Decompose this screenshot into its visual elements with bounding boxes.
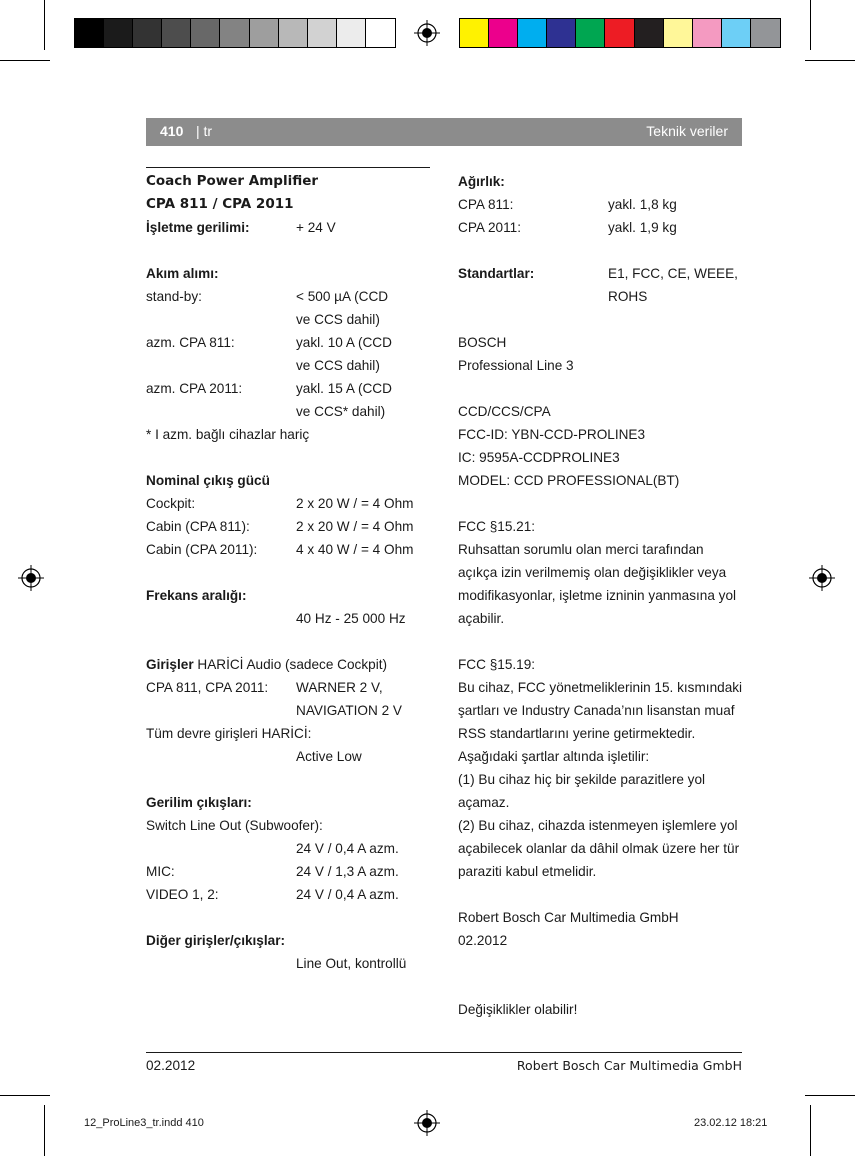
spec-heading-current: Akım alımı: <box>146 266 219 281</box>
color-swatch <box>191 19 220 47</box>
id-line: FCC-ID: YBN-CCD-PROLINE3 <box>458 427 646 442</box>
fcc-15-19-line: şartları ve Industry Canada’nın lisanstan muaf <box>458 703 735 718</box>
spec-heading-frequency: Frekans aralığı: <box>146 588 247 603</box>
color-swatch <box>279 19 308 47</box>
process-color-bar <box>459 18 781 48</box>
spec-row-video: VIDEO 1, 2: 24 V / 0,4 A azm. <box>146 887 399 902</box>
footnote: * I azm. bağlı cihazlar hariç <box>146 427 310 442</box>
color-swatch <box>751 19 780 47</box>
spec-row-max-2011: azm. CPA 2011: yakl. 15 A (CCD <box>146 381 392 396</box>
color-swatch <box>518 19 547 47</box>
spec-heading-power: Nominal çıkış gücü <box>146 473 270 488</box>
color-swatch <box>693 19 722 47</box>
brand-name: BOSCH <box>458 335 507 350</box>
section-title: Teknik veriler <box>646 123 728 139</box>
color-swatch <box>366 19 395 47</box>
spec-row-mic: MIC: 24 V / 1,3 A azm. <box>146 864 399 879</box>
slug-timestamp: 23.02.12 18:21 <box>694 1117 768 1129</box>
page-header-band <box>146 118 742 146</box>
company-name: Robert Bosch Car Multimedia GmbH <box>458 910 679 925</box>
id-line: CCD/CCS/CPA <box>458 404 551 419</box>
spec-row-standby: stand-by: < 500 µA (CCD <box>146 289 389 304</box>
color-swatch <box>162 19 191 47</box>
fcc-15-19-line: (1) Bu cihaz hiç bir şekilde parazitlere yol <box>458 772 706 787</box>
fcc-15-19-line: Aşağıdaki şartlar altında işletilir: <box>458 749 650 764</box>
changes-notice: Değişiklikler olabilir! <box>458 1002 578 1017</box>
registration-mark-icon <box>809 565 835 591</box>
spec-row-inputs-cpa: CPA 811, CPA 2011: WARNER 2 V, <box>146 680 383 695</box>
language-code: | tr <box>196 123 213 139</box>
footer-company: Robert Bosch Car Multimedia GmbH <box>516 1058 742 1073</box>
spec-row-cabin-811: Cabin (CPA 811): 2 x 20 W / = 4 Ohm <box>146 519 414 534</box>
spec-row-inputs-all: Tüm devre girişleri HARİCİ: <box>146 726 312 741</box>
crop-mark <box>810 0 811 50</box>
fcc-15-19-line: RSS standartlarını yerine getirmektedir. <box>458 726 696 741</box>
fcc-15-21-title: FCC §15.21: <box>458 519 536 534</box>
page-number: 410 <box>160 123 184 139</box>
crop-mark <box>805 1095 855 1096</box>
id-line: IC: 9595A-CCDPROLINE3 <box>458 450 620 465</box>
color-swatch <box>722 19 751 47</box>
crop-mark <box>0 60 50 61</box>
spec-row-weight-2011: CPA 2011: yakl. 1,9 kg <box>458 220 677 235</box>
color-swatch <box>104 19 133 47</box>
color-swatch <box>250 19 279 47</box>
color-swatch <box>605 19 634 47</box>
product-name: Coach Power Amplifier <box>146 173 319 189</box>
color-swatch <box>576 19 605 47</box>
fcc-15-21-line: modifikasyonlar, işletme izninin yanmasına yol <box>458 588 737 603</box>
color-swatch <box>75 19 104 47</box>
slug-filename: 12_ProLine3_tr.indd 410 <box>84 1117 204 1129</box>
spec-heading-other: Diğer girişler/çıkışlar: <box>146 933 286 948</box>
spec-row-max-811: azm. CPA 811: yakl. 10 A (CCD <box>146 335 392 350</box>
spec-row-cockpit: Cockpit: 2 x 20 W / = 4 Ohm <box>146 496 414 511</box>
spec-row-voltage: İşletme gerilimi: + 24 V <box>146 220 336 235</box>
color-swatch <box>547 19 576 47</box>
frequency-value: 40 Hz - 25 000 Hz <box>296 611 406 626</box>
spec-heading-weight: Ağırlık: <box>458 174 505 189</box>
crop-mark <box>44 0 45 50</box>
spec-heading-inputs: Girişler HARİCİ Audio (sadece Cockpit) <box>146 657 388 672</box>
color-swatch <box>664 19 693 47</box>
color-swatch <box>133 19 162 47</box>
color-swatch <box>337 19 366 47</box>
spec-row-switch-line: Switch Line Out (Subwoofer): <box>146 818 323 833</box>
crop-mark <box>44 1105 45 1156</box>
color-swatch <box>220 19 249 47</box>
fcc-15-19-line: paraziti kabul etmelidir. <box>458 864 597 879</box>
fcc-15-19-line: açabilecek olanlar da dâhil olmak üzere her tür <box>458 841 740 856</box>
fcc-15-19-line: Bu cihaz, FCC yönetmeliklerinin 15. kısmındaki <box>458 680 743 695</box>
issue-date: 02.2012 <box>458 933 508 948</box>
footer-date: 02.2012 <box>146 1058 196 1073</box>
color-swatch <box>635 19 664 47</box>
registration-mark-icon <box>414 20 440 46</box>
color-swatch <box>460 19 489 47</box>
registration-mark-icon <box>18 565 44 591</box>
product-line: Professional Line 3 <box>458 358 574 373</box>
product-models: CPA 811 / CPA 2011 <box>146 196 294 212</box>
fcc-15-21-line: Ruhsattan sorumlu olan merci tarafından <box>458 542 704 557</box>
color-swatch <box>489 19 518 47</box>
spec-row-cabin-2011: Cabin (CPA 2011): 4 x 40 W / = 4 Ohm <box>146 542 414 557</box>
left-column: Coach Power Amplifier CPA 811 / CPA 2011 İşletme gerilimi: + 24 V Akım alımı: stand-by: < 500 µA (CCD ve CCS dahil) azm. CPA 811: yakl. 10 A (CCD ve CCS dahil) azm. CPA 2011: yakl. 15 A (CCD ve CCS* dahil) * I azm. bağlı cihazlar hariç Nominal çıkış gücü Cockpit: 2 x 20 W / = 4 Ohm Cabin (CPA 811): 2 x 20 W / = 4 Ohm Cabin (CPA 2011): 4 x 40 W / = 4 Ohm Frekans aralığı: 40 Hz - 25 000 Hz Girişler HARİCİ Audio (sadece Cockpit) CPA 811, CPA 2011: WARNER 2 V, NAVIGATION 2 V Tüm devre girişleri HARİCİ: Active Low Gerilim çıkışları: Switch Line Out (Subwoofer): 24 V / 0,4 A azm. MIC: 24 V / 1,3 A azm. VIDEO 1, 2: 24 V / 0,4 A azm. Diğer girişler/çıkışlar: Line Out, kontrollü <box>146 170 436 975</box>
spec-row-standards: Standartlar: E1, FCC, CE, WEEE, <box>458 266 738 281</box>
section-rule <box>146 167 430 168</box>
crop-mark <box>810 1105 811 1156</box>
fcc-15-19-line: açamaz. <box>458 795 510 810</box>
crop-mark <box>0 1095 50 1096</box>
fcc-15-21-line: açabilir. <box>458 611 505 626</box>
fcc-15-19-title: FCC §15.19: <box>458 657 536 672</box>
fcc-15-21-line: açıkça izin verilmemiş olan değişiklikler veya <box>458 565 727 580</box>
registration-mark-icon <box>414 1110 440 1136</box>
id-line: MODEL: CCD PROFESSIONAL(BT) <box>458 473 680 488</box>
color-swatch <box>308 19 337 47</box>
fcc-15-19-line: (2) Bu cihaz, cihazda istenmeyen işlemlere yol <box>458 818 738 833</box>
right-column: Ağırlık: CPA 811: yakl. 1,8 kg CPA 2011: yakl. 1,9 kg Standartlar: E1, FCC, CE, WEEE, ROHS BOSCH Professional Line 3 CCD/CCS/CPA FCC-ID: YBN-CCD-PROLINE3 IC: 9595A-CCDPROLINE3 MODEL: CCD PROFESSIONAL(BT) FCC §15.21: Ruhsattan sorumlu olan merci tarafından açıkça izin verilmemiş olan değişiklikler veya modifikasyonlar, işletme izninin yanmasına yol açabilir. FCC §15.19: Bu cihaz, FCC yönetmeliklerinin 15. kısmındaki şartları ve Industry Canada’nın lisanstan muaf RSS standartlarını yerine getirmektedir. Aşağıdaki şartlar altında işletilir: (1) Bu cihaz hiç bir şekilde parazitlere yol açamaz. (2) Bu cihaz, cihazda istenmeyen işlemlere yol açabilecek olanlar da dâhil olmak üzere her tür paraziti kabul etmelidir. Robert Bosch Car Multimedia GmbH 02.2012 Değişiklikler olabilir! <box>458 170 748 1021</box>
footer-rule <box>146 1052 742 1053</box>
spec-heading-voltage-out: Gerilim çıkışları: <box>146 795 252 810</box>
crop-mark <box>805 60 855 61</box>
spec-row-weight-811: CPA 811: yakl. 1,8 kg <box>458 197 677 212</box>
gray-color-bar <box>74 18 396 48</box>
